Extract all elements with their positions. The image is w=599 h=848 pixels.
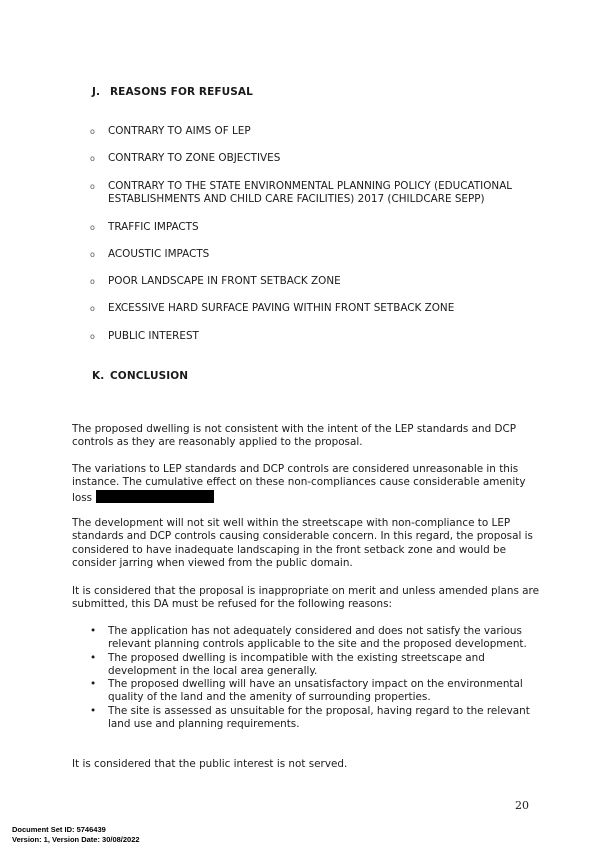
list-item-text: The application has not adequately considered and does not satisfy the various relevant planning controls applicable to the site and the proposed development.	[108, 625, 527, 651]
list-bullet: o	[90, 127, 95, 136]
list-bullet: o	[90, 223, 95, 232]
list-bullet: o	[90, 154, 95, 163]
page-number: 20	[515, 799, 529, 812]
list-item-text: PUBLIC INTEREST	[108, 330, 199, 342]
list-item-text: EXCESSIVE HARD SURFACE PAVING WITHIN FRONT SETBACK ZONE	[108, 302, 455, 314]
list-item-text: POOR LANDSCAPE IN FRONT SETBACK ZONE	[108, 275, 341, 287]
document-footer	[12, 825, 140, 845]
list-item-text: CONTRARY TO AIMS OF LEP	[108, 125, 251, 137]
list-item	[90, 678, 530, 705]
list-item	[90, 705, 530, 732]
reasons-bullet-list	[90, 625, 530, 731]
list-item-text: CONTRARY TO ZONE OBJECTIVES	[108, 152, 281, 164]
list-bullet: o	[90, 182, 95, 191]
section-k-title: CONCLUSION	[110, 370, 189, 382]
section-j-heading	[92, 86, 253, 98]
bullet-dot: •	[90, 704, 97, 717]
document-set-id: Document Set ID: 5746439	[12, 825, 106, 834]
section-j-title: REASONS FOR REFUSAL	[110, 86, 253, 98]
list-item	[90, 625, 530, 652]
list-item-text: The site is assessed as unsuitable for the proposal, having regard to the relevant land use and planning requirements.	[108, 704, 530, 731]
list-bullet: o	[90, 332, 95, 341]
conclusion-paragraph-3: The development will not sit well within the streetscape with non-compliance to LEP standards and DCP controls causing considerable concern. In this regard, the proposal is considered to have inadequate landscaping in the front setback zone and would be consider jarring when viewed from the public domain.	[72, 517, 533, 569]
version-info: Version: 1, Version Date: 30/08/2022	[12, 835, 140, 844]
list-item	[90, 652, 530, 679]
conclusion-paragraph-4: It is considered that the proposal is inappropriate on merit and unless amended plans are submitted, this DA must be refused for the following reasons:	[72, 585, 539, 611]
conclusion-paragraph-5: It is considered that the public interest is not served.	[72, 758, 348, 770]
conclusion-paragraph-1: The proposed dwelling is not consistent with the intent of the LEP standards and DCP controls as they are reasonably applied to the proposal.	[72, 423, 517, 449]
redaction-block	[96, 490, 214, 503]
bullet-dot: •	[90, 625, 97, 637]
list-item-text: TRAFFIC IMPACTS	[108, 221, 199, 233]
list-item-text: The proposed dwelling is incompatible with the existing streetscape and development in the local area generally.	[108, 651, 485, 677]
list-bullet: o	[90, 304, 95, 313]
list-item-text: CONTRARY TO THE STATE ENVIRONMENTAL PLANNING POLICY (EDUCATIONAL ESTABLISHMENTS AND CHILD CARE FACILITIES) 2017 (CHILDCARE SEPP)	[108, 180, 513, 205]
conclusion-paragraph-2	[72, 463, 542, 505]
list-bullet: o	[90, 250, 95, 259]
list-bullet: o	[90, 277, 95, 286]
section-k-number: K.	[92, 370, 105, 382]
conclusion-paragraph-2-text: The variations to LEP standards and DCP controls are considered unreasonable in this instance. The cumulative effect on these non-compliances cause considerable amenity loss	[72, 463, 526, 504]
section-k-heading	[92, 370, 188, 382]
bullet-dot: •	[90, 678, 97, 691]
bullet-dot: •	[90, 651, 97, 664]
list-item-text: The proposed dwelling will have an unsatisfactory impact on the environmental quality of the land and the amenity of surrounding properties.	[108, 678, 523, 704]
list-item-text: ACOUSTIC IMPACTS	[108, 248, 210, 260]
section-j-number: J.	[92, 86, 101, 98]
